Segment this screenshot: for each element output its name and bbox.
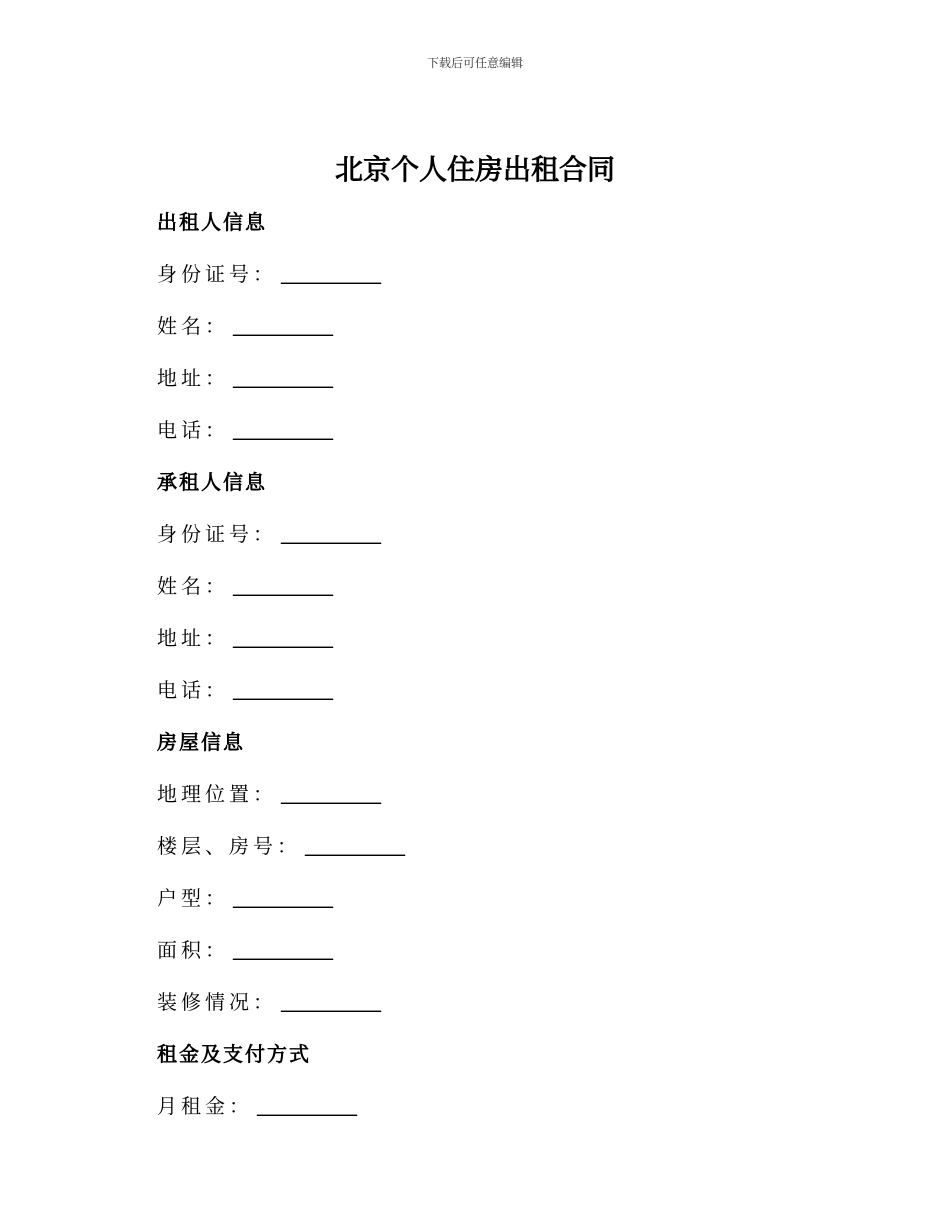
contract-body (157, 194, 797, 1130)
field-label: 姓名： (157, 313, 229, 338)
fill-in-blank: __________ (233, 416, 333, 440)
header-note: 下载后可任意编辑 (426, 56, 523, 70)
fill-in-blank: __________ (233, 364, 333, 388)
fill-in-blank: __________ (233, 936, 333, 960)
fill-in-blank: __________ (233, 572, 333, 596)
field-label: 姓名： (157, 573, 229, 598)
fill-in-blank: __________ (233, 312, 333, 336)
section-heading-lessee: 承租人信息 (157, 469, 267, 494)
fill-in-blank: __________ (233, 884, 333, 908)
fill-in-blank: __________ (305, 832, 405, 856)
field-label: 面积： (157, 937, 229, 962)
field-lessee-id (157, 506, 797, 558)
fill-in-blank: __________ (281, 520, 381, 544)
field-property-floor-room (157, 818, 797, 870)
fill-in-blank: __________ (281, 988, 381, 1012)
section-heading-rent-payment: 租金及支付方式 (157, 1041, 311, 1066)
field-label: 电话： (157, 677, 229, 702)
field-label: 楼层、房号： (157, 833, 301, 858)
field-property-decoration (157, 974, 797, 1026)
field-property-layout (157, 870, 797, 922)
field-lessor-id (157, 246, 797, 298)
fill-in-blank: __________ (233, 624, 333, 648)
field-lessee-phone (157, 662, 797, 714)
document-title: 北京个人住房出租合同 (334, 153, 615, 186)
fill-in-blank: __________ (233, 676, 333, 700)
field-label: 装修情况： (157, 989, 277, 1014)
field-label: 电话： (157, 417, 229, 442)
fill-in-blank: __________ (281, 260, 381, 284)
field-lessee-name (157, 558, 797, 610)
field-lessee-address (157, 610, 797, 662)
fill-in-blank: __________ (281, 780, 381, 804)
section-heading-property: 房屋信息 (157, 729, 245, 754)
field-lessor-name (157, 298, 797, 350)
field-label: 地址： (157, 365, 229, 390)
field-lessor-phone (157, 402, 797, 454)
field-monthly-rent (157, 1078, 797, 1130)
section-heading-lessor: 出租人信息 (157, 209, 267, 234)
fill-in-blank: __________ (257, 1092, 357, 1116)
field-label: 户型： (157, 885, 229, 910)
field-label: 地址： (157, 625, 229, 650)
field-label: 身份证号： (157, 261, 277, 286)
field-property-area (157, 922, 797, 974)
field-lessor-address (157, 350, 797, 402)
field-property-location (157, 766, 797, 818)
field-label: 月租金： (157, 1093, 253, 1118)
field-label: 地理位置： (157, 781, 277, 806)
field-label: 身份证号： (157, 521, 277, 546)
